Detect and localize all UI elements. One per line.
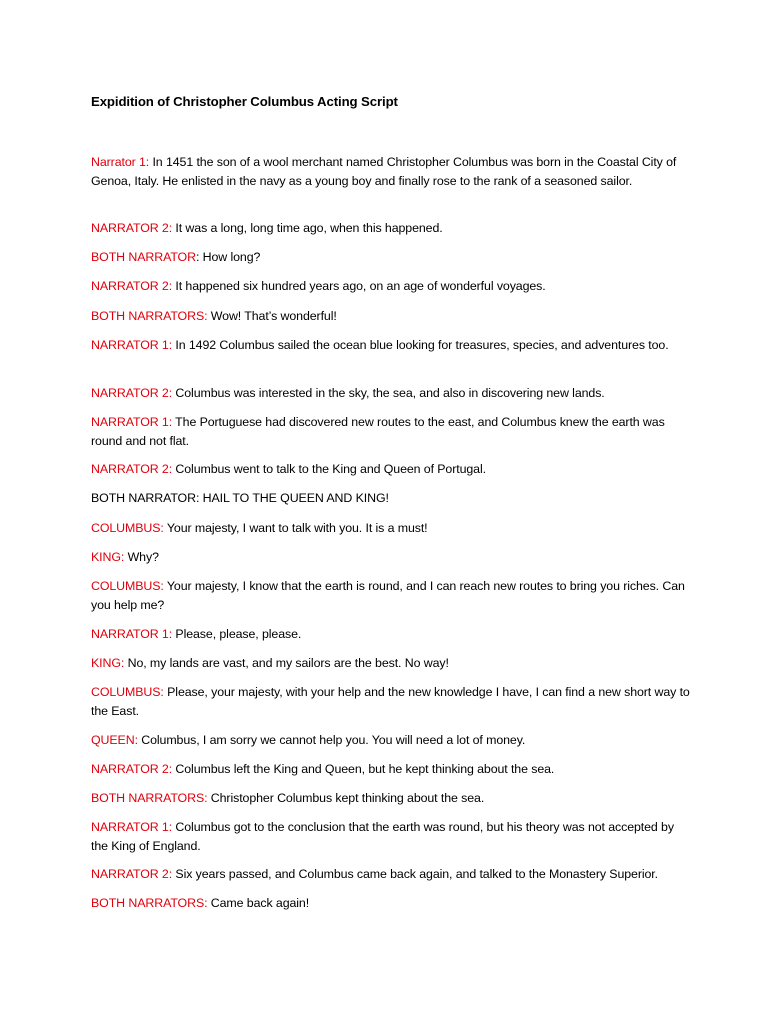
speaker-label: NARRATOR 2:: [91, 762, 173, 776]
line-text: BOTH NARRATOR: HAIL TO THE QUEEN AND KING!: [91, 491, 389, 505]
speaker-label: BOTH NARRATORS:: [91, 791, 208, 805]
script-line: [91, 760, 691, 779]
page-title: Expidition of Christopher Columbus Acting Script: [91, 94, 398, 109]
script-line: [91, 548, 691, 567]
script-line: [91, 460, 691, 479]
speaker-label: Narrator 1:: [91, 155, 150, 169]
line-text: : How long?: [195, 250, 261, 264]
line-text: Came back again!: [207, 896, 310, 910]
script-line: [91, 894, 691, 913]
speaker-label: BOTH NARRATORS:: [91, 896, 208, 910]
script-line: [91, 577, 691, 614]
script-line: [91, 413, 691, 450]
speaker-label: KING:: [91, 550, 125, 564]
speaker-label: NARRATOR 2:: [91, 386, 173, 400]
line-text: Columbus got to the conclusion that the earth was round, but his theory was not accepted by the King of England.: [91, 820, 674, 853]
speaker-label: NARRATOR 1:: [91, 820, 173, 834]
line-text: In 1451 the son of a wool merchant named Christopher Columbus was born in the Coastal City of Genoa, Italy. He enlisted in the navy as a young boy and finally rose to the rank of a seasoned sailor.: [91, 155, 677, 188]
script-line: [91, 336, 691, 355]
script-line: [91, 818, 691, 855]
line-text: The Portuguese had discovered new routes to the east, and Columbus knew the earth was round and not flat.: [91, 415, 665, 448]
script-line: [91, 153, 691, 190]
speaker-label: QUEEN:: [91, 733, 138, 747]
speaker-label: COLUMBUS:: [91, 521, 164, 535]
speaker-label: NARRATOR 1:: [91, 627, 173, 641]
script-line: [91, 307, 691, 326]
speaker-label: NARRATOR 2:: [91, 462, 173, 476]
script-line: [91, 789, 691, 808]
speaker-label: NARRATOR 2:: [91, 221, 173, 235]
script-line: [91, 248, 691, 267]
script-line: [91, 384, 691, 403]
line-text: No, my lands are vast, and my sailors are the best. No way!: [124, 656, 449, 670]
line-text: Please, please, please.: [172, 627, 302, 641]
line-text: Columbus, I am sorry we cannot help you. You will need a lot of money.: [137, 733, 526, 747]
script-line: [91, 683, 691, 720]
script-line: [91, 519, 691, 538]
line-text: Please, your majesty, with your help and the new knowledge I have, I can find a new short way to the East.: [91, 685, 690, 718]
speaker-label: COLUMBUS:: [91, 579, 164, 593]
speaker-label: NARRATOR 1:: [91, 338, 173, 352]
line-text: Six years passed, and Columbus came back again, and talked to the Monastery Superior.: [172, 867, 658, 881]
script-line: [91, 865, 691, 884]
script-line: [91, 277, 691, 296]
line-text: Why?: [124, 550, 159, 564]
speaker-label: NARRATOR 2:: [91, 279, 173, 293]
line-text: Wow! That’s wonderful!: [207, 309, 337, 323]
script-line: [91, 731, 691, 750]
speaker-label: BOTH NARRATORS:: [91, 309, 208, 323]
speaker-label: NARRATOR 2:: [91, 867, 173, 881]
line-text: It was a long, long time ago, when this happened.: [172, 221, 443, 235]
speaker-label: NARRATOR 1:: [91, 415, 173, 429]
speaker-label: BOTH NARRATOR: [91, 250, 196, 264]
line-text: Your majesty, I know that the earth is round, and I can reach new routes to bring you riches. Can you help me?: [91, 579, 685, 612]
script-line: [91, 654, 691, 673]
line-text: Columbus went to talk to the King and Queen of Portugal.: [172, 462, 486, 476]
script-line: [91, 219, 691, 238]
script-line: [91, 625, 691, 644]
line-text: It happened six hundred years ago, on an age of wonderful voyages.: [172, 279, 546, 293]
line-text: Christopher Columbus kept thinking about the sea.: [207, 791, 485, 805]
line-text: Columbus left the King and Queen, but he kept thinking about the sea.: [172, 762, 555, 776]
speaker-label: KING:: [91, 656, 125, 670]
line-text: In 1492 Columbus sailed the ocean blue looking for treasures, species, and adventures too.: [172, 338, 669, 352]
script-line: [91, 489, 691, 508]
line-text: Columbus was interested in the sky, the sea, and also in discovering new lands.: [172, 386, 605, 400]
speaker-label: COLUMBUS:: [91, 685, 164, 699]
line-text: Your majesty, I want to talk with you. It is a must!: [163, 521, 428, 535]
